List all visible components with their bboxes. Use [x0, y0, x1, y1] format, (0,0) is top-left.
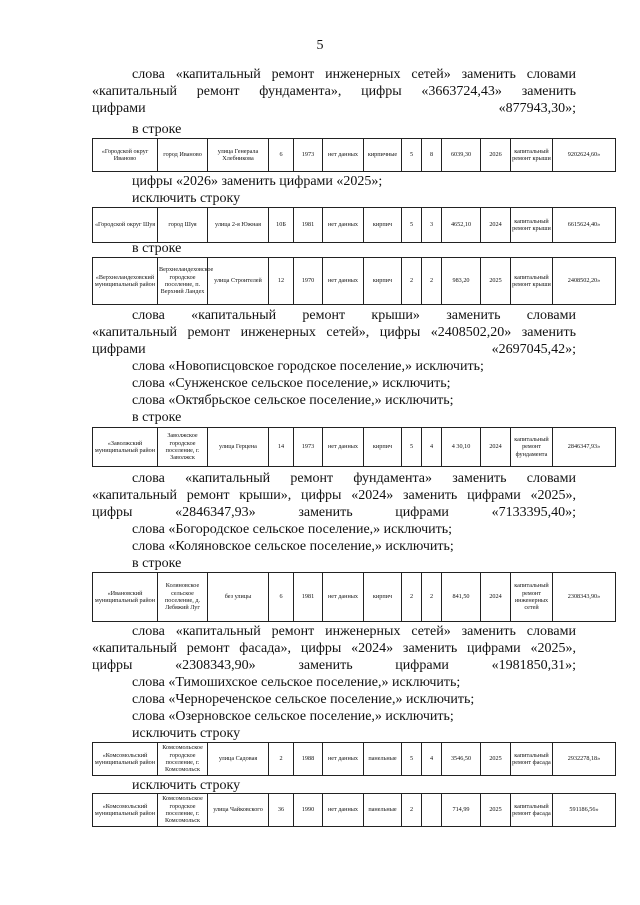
text-line: «капитальный ремонт крыши», цифры «2024» заменить цифрами «2025», — [92, 488, 576, 503]
cell-municipality: «Ивановский муниципальный район — [93, 573, 158, 622]
amendment-paragraph-3 — [92, 470, 576, 521]
cell-house: 36 — [269, 794, 294, 827]
cell-material: кирпичные — [364, 139, 402, 172]
cell-municipality: «Городской округ Иваново — [93, 139, 158, 172]
cell-area: 983,20 — [442, 258, 481, 305]
instruction-line — [92, 240, 576, 257]
amendment-paragraph-4 — [92, 623, 576, 674]
text-line: «капитальный ремонт фасада», цифры «2024» заменить цифрами «2025», — [92, 641, 576, 656]
table-row — [92, 572, 616, 622]
cell-repair-year: 2025 — [481, 743, 511, 776]
cell-floors: 5 — [402, 208, 422, 243]
table-row — [92, 257, 616, 305]
cell-settlement: Верхнеландеховское городское поселение, п. Верхний Ландех — [158, 258, 208, 305]
cell-repair-year: 2024 — [481, 573, 511, 622]
cell-year: 1988 — [294, 743, 323, 776]
cell-street: улица Чайковского — [208, 794, 269, 827]
text-line: слова «Озерновское сельское поселение,» исключить; — [132, 709, 454, 724]
table-row — [92, 793, 616, 827]
cell-cost: 6615624,40» — [553, 208, 616, 243]
page-number: 5 — [316, 38, 324, 53]
cell-entrances: 4 — [422, 428, 442, 467]
cell-floors: 5 — [402, 139, 422, 172]
cell-cost: 2846347,93» — [553, 428, 616, 467]
text-line: цифры «2846347,93» заменить цифрами «7133395,40»; — [92, 505, 576, 520]
cell-data: нет данных — [323, 258, 364, 305]
cell-cost: 2408502,20» — [553, 258, 616, 305]
cell-area: 841,50 — [442, 573, 481, 622]
cell-entrances: 4 — [422, 743, 442, 776]
cell-entrances: 8 — [422, 139, 442, 172]
text-line: слова «капитальный ремонт крыши» заменить словами — [132, 308, 576, 323]
text-line: слова «капитальный ремонт инженерных сетей» заменить словами — [132, 67, 576, 82]
cell-house: 10Б — [269, 208, 294, 243]
instruction-line — [92, 777, 576, 794]
cell-repair-type: капитальный ремонт фасада — [511, 743, 553, 776]
cell-settlement: Комсомольское городское поселение, г. Комсомольск — [158, 794, 208, 827]
cell-municipality: «Комсомольский муниципальный район — [93, 794, 158, 827]
text-line: слова «капитальный ремонт фундамента» заменить словами — [132, 471, 576, 486]
cell-floors: 2 — [402, 794, 422, 827]
cell-data: нет данных — [323, 573, 364, 622]
cell-cost: 9202624,60» — [553, 139, 616, 172]
text-line: слова «Октябрьское сельское поселение,» исключить; — [132, 393, 454, 408]
text-line: слова «Тимошихское сельское поселение,» исключить; — [132, 675, 461, 690]
text-line: в строке — [132, 241, 182, 256]
cell-house: 12 — [269, 258, 294, 305]
cell-street: улица 2-я Южная — [208, 208, 269, 243]
cell-year: 1990 — [294, 794, 323, 827]
cell-house: 6 — [269, 573, 294, 622]
amendment-paragraph-2 — [92, 307, 576, 358]
cell-floors: 2 — [402, 573, 422, 622]
cell-street: улица Садовая — [208, 743, 269, 776]
text-line: цифрами «2697045,42»; — [92, 342, 576, 357]
table-row — [92, 427, 616, 467]
text-line: слова «Чернореченское сельское поселение,» исключить; — [132, 692, 475, 707]
cell-cost: 2932278,18» — [553, 743, 616, 776]
cell-area: 6039,30 — [442, 139, 481, 172]
exclusion-lines — [92, 358, 576, 426]
cell-material: кирпич — [364, 428, 402, 467]
text-line: «капитальный ремонт инженерных сетей», цифры «2408502,20» заменить — [92, 325, 576, 340]
cell-entrances: 2 — [422, 573, 442, 622]
cell-repair-year: 2024 — [481, 208, 511, 243]
text-line: цифры «2308343,90» заменить цифрами «1981850,31»; — [92, 658, 576, 673]
cell-municipality: «Городской округ Шуя — [93, 208, 158, 243]
cell-municipality: «Заволжский муниципальный район — [93, 428, 158, 467]
cell-settlement: город Иваново — [158, 139, 208, 172]
cell-street: без улицы — [208, 573, 269, 622]
cell-area: 714,99 — [442, 794, 481, 827]
cell-repair-type: капитальный ремонт крыши — [511, 258, 553, 305]
cell-settlement: Комсомольское городское поселение, г. Комсомольск — [158, 743, 208, 776]
table-row — [92, 207, 616, 243]
text-line: цифры «2026» заменить цифрами «2025»; — [132, 174, 383, 189]
cell-floors: 2 — [402, 258, 422, 305]
cell-material: панельные — [364, 794, 402, 827]
cell-repair-type: капитальный ремонт крыши — [511, 208, 553, 243]
cell-material: панельные — [364, 743, 402, 776]
cell-material: кирпич — [364, 573, 402, 622]
text-line: слова «Сунженское сельское поселение,» исключить; — [132, 376, 451, 391]
cell-data: нет данных — [323, 139, 364, 172]
cell-repair-year: 2025 — [481, 258, 511, 305]
cell-street: улица Генерала Хлебникова — [208, 139, 269, 172]
exclusion-lines — [92, 674, 576, 742]
text-line: исключить строку — [132, 191, 241, 206]
cell-year: 1970 — [294, 258, 323, 305]
cell-house: 14 — [269, 428, 294, 467]
cell-street: улица Герцена — [208, 428, 269, 467]
text-line: в строке — [132, 556, 182, 571]
cell-repair-type: капитальный ремонт фасада — [511, 794, 553, 827]
cell-year: 1973 — [294, 139, 323, 172]
cell-repair-type: капитальный ремонт фундамента — [511, 428, 553, 467]
text-line: слова «Богородское сельское поселение,» исключить; — [132, 522, 453, 537]
cell-repair-type: капитальный ремонт крыши — [511, 139, 553, 172]
cell-repair-type: капитальный ремонт инженерных сетей — [511, 573, 553, 622]
table-row — [92, 742, 616, 776]
cell-year: 1973 — [294, 428, 323, 467]
text-line: слова «Коляновское сельское поселение,» исключить; — [132, 539, 454, 554]
cell-entrances — [422, 794, 442, 827]
cell-data: нет данных — [323, 794, 364, 827]
cell-material: кирпич — [364, 258, 402, 305]
cell-entrances: 2 — [422, 258, 442, 305]
cell-data: нет данных — [323, 208, 364, 243]
cell-area: 4652,10 — [442, 208, 481, 243]
cell-settlement: город Шуя — [158, 208, 208, 243]
cell-data: нет данных — [323, 743, 364, 776]
table-row — [92, 138, 616, 172]
text-line: исключить строку — [132, 778, 241, 793]
text-line: исключить строку — [132, 726, 241, 741]
text-line: в строке — [132, 410, 182, 425]
text-line: цифрами «877943,30»; — [92, 101, 576, 116]
instruction-lines — [92, 173, 576, 207]
cell-settlement: Заволжское городское поселение, г. Заволжск — [158, 428, 208, 467]
exclusion-lines — [92, 521, 576, 572]
text-line: слова «капитальный ремонт инженерных сетей» заменить словами — [132, 624, 576, 639]
cell-floors: 5 — [402, 428, 422, 467]
cell-floors: 5 — [402, 743, 422, 776]
cell-settlement: Коляновское сельское поселение, д. Лебяжий Луг — [158, 573, 208, 622]
cell-house: 6 — [269, 139, 294, 172]
cell-cost: 2308343,90» — [553, 573, 616, 622]
text-line: в строке — [132, 122, 182, 137]
cell-material: кирпич — [364, 208, 402, 243]
cell-data: нет данных — [323, 428, 364, 467]
cell-repair-year: 2026 — [481, 139, 511, 172]
cell-year: 1981 — [294, 573, 323, 622]
cell-area: 4 30,10 — [442, 428, 481, 467]
instruction-line — [92, 121, 576, 138]
cell-house: 2 — [269, 743, 294, 776]
cell-area: 3546,50 — [442, 743, 481, 776]
cell-municipality: «Верхнеландеховский муниципальный район — [93, 258, 158, 305]
cell-cost: 591186,56» — [553, 794, 616, 827]
cell-repair-year: 2025 — [481, 794, 511, 827]
cell-repair-year: 2024 — [481, 428, 511, 467]
cell-entrances: 3 — [422, 208, 442, 243]
text-line: «капитальный ремонт фундамента», цифры «3663724,43» заменить — [92, 84, 576, 99]
text-line: слова «Новописцовское городское поселение,» исключить; — [132, 359, 484, 374]
cell-street: улица Строителей — [208, 258, 269, 305]
cell-municipality: «Комсомольский муниципальный район — [93, 743, 158, 776]
amendment-paragraph-1 — [92, 66, 576, 117]
cell-year: 1981 — [294, 208, 323, 243]
